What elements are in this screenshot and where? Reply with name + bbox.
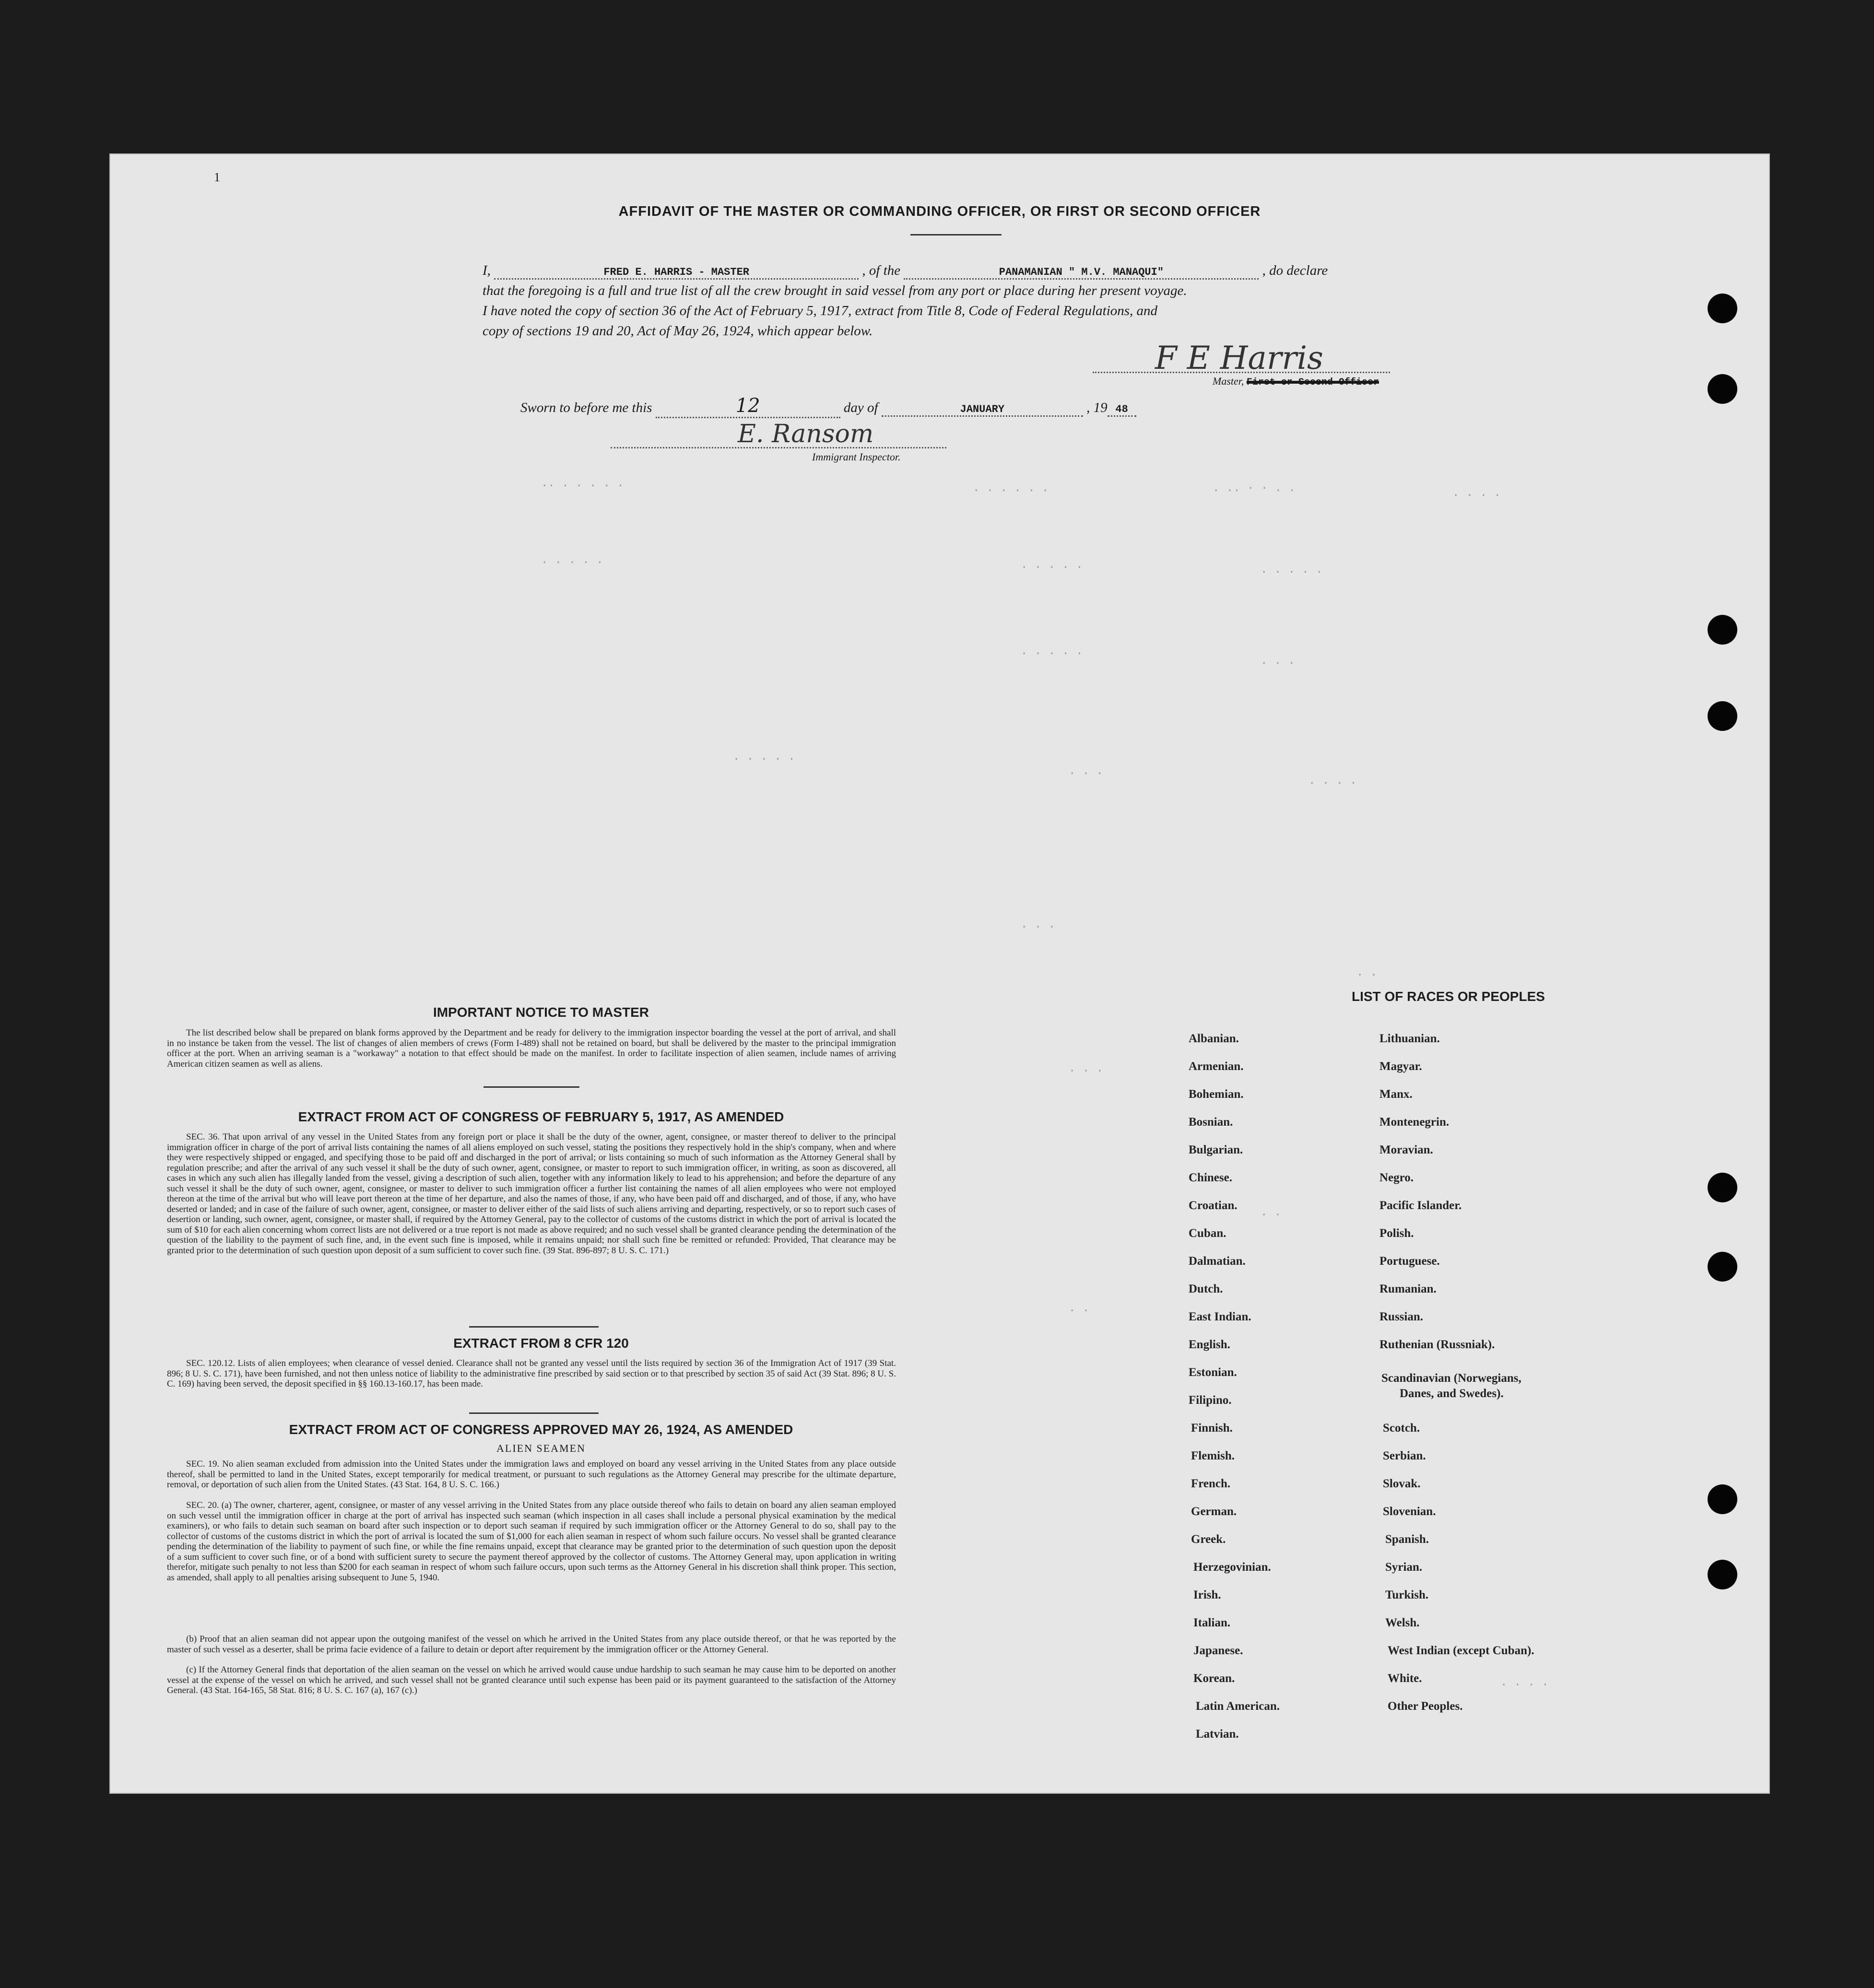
race-item: Moravian. — [1379, 1143, 1433, 1156]
race-item: Magyar. — [1379, 1060, 1422, 1073]
race-item: Slovak. — [1383, 1477, 1421, 1490]
punch-hole — [1708, 1252, 1737, 1282]
race-item: Italian. — [1193, 1616, 1231, 1629]
punch-hole — [1708, 1484, 1737, 1514]
extract-1917-title: EXTRACT FROM ACT OF CONGRESS OF FEBRUARY 5, 1917, AS AMENDED — [298, 1109, 784, 1124]
extract-1924-sec20c: (c) If the Attorney General finds that deportation of the alien seaman on the vessel on which he arrived would cause undue hardship to such seaman he may cause him to be deported on another vessel at the expense of the vessel on which he arrived, and such vessel shall not be granted clearance until such expense has been paid or its payment guaranteed to the satisfaction of the Attorney General. (43 Stat. 164-165, 58 Stat. 816; 8 U. S. C. 167 (a), 167 (c).) — [167, 1665, 896, 1695]
race-item: Negro. — [1379, 1171, 1414, 1184]
punch-hole — [1708, 374, 1737, 404]
race-item: Scandinavian (Norwegians, — [1381, 1372, 1521, 1385]
sworn-day-field: 12 — [656, 395, 840, 418]
race-item: Armenian. — [1189, 1060, 1244, 1073]
extract-1924-sec19: SEC. 19. No alien seaman excluded from admission into the United States under the immigration laws and employed on board any vessel arriving in the United States from any place outside thereof, shall be permitted to land in the United States, except temporarily for medical treatment, or pursuant to such regulations as the Attorney General may prescribe for the ultimate departure, removal, or deportation of such alien from the United States. (43 Stat. 164, 8 U. S. C. 166.) — [167, 1459, 896, 1490]
sworn-month-field: JANUARY — [882, 403, 1083, 417]
race-item: Filipino. — [1189, 1394, 1232, 1407]
affidavit-line3: I have noted the copy of section 36 of the Act of February 5, 1917, extract from Title 8, Code of Federal Regulations, and — [483, 303, 1158, 318]
inspector-label: Immigrant Inspector. — [812, 451, 901, 463]
punch-hole — [1708, 1560, 1737, 1589]
notice-text: The list described below shall be prepared on blank forms approved by the Department and be ready for delivery to the immigration inspector boarding the vessel at the port of arrival, and shall in no instance be taken from the vessel. The list of changes of alien members of crews (Form I-489) shall not be retained on board, but shall be delivered by the master to the principal immigration officer at the port. When an arriving seaman is a "workaway" a notation to that effect should be made on the manifest. In order to facilitate inspection of alien seamen, include names of arriving American citizen seamen as well as aliens. — [167, 1028, 896, 1069]
document-sheet: 1 ·· · · · · · · · · · · · . .. · · . . · · · · · · · · · · · · · · · · · · · · · · · · · · · · · · · · · · · · · · · · · · · · · · · · · · · · · · · AFFIDAVIT OF THE MASTER OR COMMANDING OFFICER, OR FIRST OR SECOND OFFICER I, FRED E. HARRIS - MASTER , of the PANAMANIAN " M.V. MANAQUI" , do declare that the foregoing is a full and true list of all the crew brought in said vessel from any port or place during her present voyage. I have noted the copy of section 36 of the Act of February 5, 1917, extract from Title 8, Code of Federal Regulations, and copy of sections 19 and 20, Act of May 26, 1924, which appear below. F E Harris Master, First or Second Officer Sworn to before me this 12 day of JANUARY , 19 48 E. Ransom Immigrant Inspector. IMPORTANT NOTICE TO MASTER The list described below shall be prepared on blank forms approved by the Department and be ready for delivery to the immigration inspector boarding the vessel at the port of arrival, and shall in no instance be taken from the vessel. The list of changes of alien members of crews (Form I-489) shall not be retained on board, but shall be delivered by the master to the principal immigration officer at the port. When an arriving seaman is a "workaway" a notation to that effect should be made on the manifest. In order to facilitate inspection of alien seamen, include names of arriving American citizen seamen as well as aliens. EXTRACT FROM ACT OF CONGRESS OF FEBRUARY 5, 1917, AS AMENDED SEC. 36. That upon arrival of any vessel in the United States from any foreign port or place it shall be the duty of the owner, agent, consignee, or master thereof to deliver to the principal immigration officer in charge of the port of arrival lists containing the names of all aliens employed on such vessel, stating the positions they respectively hold in the ship's company, when and where they were respectively shipped or engaged, and specifying those to be paid off and discharged in the port of arrival; or lists containing so much of such information as the Attorney General shall by regulation prescribe; and after the arrival of any such vessel it shall be the duty of such owner, agent, consignee, or master to report to such immigration officer, in writing, as soon as discovered, all cases in which any such alien has illegally landed from the vessel, giving a description of such alien, together with any information likely to lead to his apprehension; and before the departure of any such vessel it shall be the duty of such owner, agent, consignee, or master to deliver to such immigration officer a further list containing the names of all alien employees who were not employed thereon at the time of the arrival but who will leave port thereon at the time of her departure, and also the names of those, if any, who have been paid off and discharged, and of those, if any, who have deserted or landed; and in case of the failure of such owner, agent, consignee, or master to deliver either of the said lists of such aliens arriving and departing, respectively, or so to report such cases of desertion or landing, such owner, agent, consignee, or master shall, if required by the Attorney General, pay to the collector of customs of the customs district in which the port of arrival is located the sum of $10 for each alien concerning whom correct lists are not delivered or a true report is not made as above required; and no such vessel shall be granted clearance pending the determination of the question of the liability to the payment of such fine, and, in the event such fine is imposed, while it remains unpaid; nor shall such fine be remitted or refunded: Provided, That clearance may be granted prior to the determination of such question upon deposit of a sum sufficient to cover such fine. (39 Stat. 896-897; 8 U. S. C. 171.) EXTRACT FROM 8 CFR 120 SEC. 120.12. Lists of alien employees; when clearance of vessel denied. Clearance shall not be granted any vessel until the lists required by section 36 of the Immigration Act of 1917 (39 Stat. 896; 8 U. S. C. 171), have been furnished, and not then unless notice of liability to the administrative fine prescribed by said section or to that prescribed by section 35 of said Act (39 Stat. 896; 8 U. S. C. 169) having been served, the deposit specified in §§ 160.13-160.17, has been made. EXTRACT FROM ACT OF CONGRESS APPROVED MAY 26, 1924, AS AMENDED ALIEN SEAMEN SEC. 19. No alien seaman excluded from admission into the United States under the immigration laws and employed on board any vessel arriving in the United States from any place outside thereof, shall be permitted to land in the United States, except temporarily for medical treatment, or pursuant to such regulations as the Attorney General may prescribe for the ultimate departure, removal, or deportation of such alien from the United States. (43 Stat. 164, 8 U. S. C. 166.) SEC. 20. (a) The owner, charterer, agent, consignee, or master of any vessel arriving in the United States from any place outside thereof who fails to detain on board any alien seaman employed on such vessel until the immigration officer in charge at the port of arrival has inspected such seaman (which inspection in all cases shall include a personal physical examination by the medical examiners), or who fails to detain such seaman on board after such inspection or to deport such seaman if required by such immigration officer or the Attorney General to do so, shall pay to the collector of customs of the customs district in which the port of arrival is located the sum of $1,000 for each alien seaman in respect of whom such failure occurs. No vessel shall be granted clearance pending the determination of the liability to payment of such fine, or while the fine remains unpaid, except that clearance may be granted prior to the determination of such question upon the deposit of a sum sufficient to cover such fine, or of a bond with sufficient surety to secure the payment thereof approved by the collector of customs. The Attorney General may, upon application in writing therefor, mitigate such penalty to not less than $200 for each seaman in respect of whom such failure occurs, upon such terms as the Attorney General in his discretion shall think proper. This section, as amended, shall apply to all penalties arising subsequent to June 5, 1940. (b) Proof that an alien seaman did not appear upon the outgoing manifest of the vessel on which he arrived in the United States from any place outside thereof, or that he was reported by the master of such vessel as a deserter, shall be prima facie evidence of a failure to detain or deport after requirement by the immigration officer or the Attorney General. (c) If the Attorney General finds that deportation of the alien seaman on the vessel on which he arrived would cause undue hardship to such seaman he may cause him to be deported on another vessel at the expense of the vessel on which he arrived, and such vessel shall not be granted clearance until such expense has been paid or its payment guaranteed to the satisfaction of the Attorney General. (43 Stat. 164-165, 58 Stat. 816; 8 U. S. C. 167 (a), 167 (c).) LIST OF RACES OR PEOPLES Albanian. Armenian. Bohemian. Bosnian. Bulgarian. Chinese. Croatian. Cuban. Dalmatian. Dutch. East Indian. English. Estonian. Filipino. Finnish. Flemish. French. German. Greek. Herzegovinian. Irish. Italian. Japanese. Korean. Latin American. Latvian. Lithuanian. Magyar. Manx. Montenegrin. Moravian. Negro. Pacific Islander. Polish. Portuguese. Rumanian. Russian. Ruthenian (Russniak). Scandinavian (Norwegians, Danes, and Swedes). Scotch. Serbian. Slovak. Slovenian. Spanish. Syrian. Turkish. Welsh. West Indian (except Cuban). White. Other Peoples. — [109, 153, 1770, 1794]
race-item: Pacific Islander. — [1379, 1199, 1462, 1212]
race-item: Russian. — [1379, 1310, 1424, 1323]
race-item: Polish. — [1379, 1227, 1414, 1240]
sworn-line: Sworn to before me this 12 day of JANUARY , 19 48 — [520, 395, 1136, 418]
race-item: Ruthenian (Russniak). — [1379, 1338, 1495, 1351]
vessel-name-field: PANAMANIAN " M.V. MANAQUI" — [904, 266, 1259, 280]
affidavit-line4: copy of sections 19 and 20, Act of May 26, 1924, which appear below. — [483, 323, 873, 339]
race-item: Korean. — [1193, 1672, 1235, 1685]
master-signature: F E Harris — [1155, 340, 1323, 376]
extract-cfr-text: SEC. 120.12. Lists of alien employees; when clearance of vessel denied. Clearance shall not be granted any vessel until the lists required by section 36 of the Immigration Act of 1917 (39 Stat. 896; 8 U. S. C. 171), have been furnished, and not then unless notice of liability to the administrative fine prescribed by said section or to that prescribed by section 35 of said Act (39 Stat. 896; 8 U. S. C. 169) having been served, the deposit specified in §§ 160.13-160.17, has been made. — [167, 1358, 896, 1389]
sworn-year-field: 48 — [1108, 403, 1136, 417]
punch-hole — [1708, 1173, 1737, 1202]
extract-1917-text: SEC. 36. That upon arrival of any vessel in the United States from any foreign port or place it shall be the duty of the owner, agent, consignee, or master thereof to deliver to the principal immigration officer in charge of the port of arrival lists containing the names of all aliens employed on such vessel, stating the positions they respectively hold in the ship's company, when and where they were respectively shipped or engaged, and specifying those to be paid off and discharged in the port of arrival; or lists containing so much of such information as the Attorney General shall by regulation prescribe; and after the arrival of any such vessel it shall be the duty of such owner, agent, consignee, or master to report to such immigration officer, in writing, as soon as discovered, all cases in which any such alien has illegally landed from the vessel, giving a description of such alien, together with any information likely to lead to his apprehension; and before the departure of any such vessel it shall be the duty of such owner, agent, consignee, or master to deliver to such immigration officer a further list containing the names of all alien employees who were not employed thereon at the time of the arrival but who will leave port thereon at the time of her departure, and also the names of those, if any, who have been paid off and discharged, and of those, if any, who have deserted or landed; and in case of the failure of such owner, agent, consignee, or master to deliver either of the said lists of such aliens arriving and departing, respectively, or so to report such cases of desertion or landing, such owner, agent, consignee, or master shall, if required by the Attorney General, pay to the collector of customs of the customs district in which the port of arrival is located the sum of $10 for each alien concerning whom correct lists are not delivered or a true report is not made as above required; and no such vessel shall be granted clearance pending the determination of the question of the liability to the payment of such fine, and, in the event such fine is imposed, while it remains unpaid; nor shall such fine be remitted or refunded: Provided, That clearance may be granted prior to the determination of such question upon deposit of a sum sufficient to cover such fine. (39 Stat. 896-897; 8 U. S. C. 171.) — [167, 1132, 896, 1256]
page-mark: 1 — [214, 170, 220, 184]
affidavit-line1: I, FRED E. HARRIS - MASTER , of the PANAMANIAN " M.V. MANAQUI" , do declare — [483, 263, 1418, 280]
race-item: Chinese. — [1189, 1171, 1232, 1184]
race-item: Montenegrin. — [1379, 1116, 1450, 1129]
race-item: Slovenian. — [1383, 1505, 1436, 1518]
race-item: Serbian. — [1383, 1449, 1426, 1462]
extract-1924-subtitle: ALIEN SEAMEN — [496, 1442, 586, 1454]
race-item: Bosnian. — [1189, 1116, 1233, 1129]
race-item: Welsh. — [1385, 1616, 1420, 1629]
race-item: Manx. — [1379, 1088, 1413, 1101]
extract-1924-sec20a: SEC. 20. (a) The owner, charterer, agent, consignee, or master of any vessel arriving in the United States from any place outside thereof who fails to detain on board any alien seaman employed on such vessel until the immigration officer in charge at the port of arrival has inspected such seaman (which inspection in all cases shall include a personal physical examination by the medical examiners), or who fails to detain such seaman on board after such inspection or to deport such seaman if required by such immigration officer or the Attorney General to do so, shall pay to the collector of customs of the customs district in which the port of arrival is located the sum of $1,000 for each alien seaman in respect of whom such failure occurs. No vessel shall be granted clearance pending the determination of the liability to payment of such fine, or while the fine remains unpaid, except that clearance may be granted prior to the determination of such question upon the deposit of a sum sufficient to cover such fine, or of a bond with sufficient surety to secure the payment thereof approved by the collector of customs. The Attorney General may, upon application in writing therefor, mitigate such penalty to not less than $200 for each seaman in respect of whom such failure occurs, upon such terms as the Attorney General in his discretion shall think proper. This section, as amended, shall apply to all penalties arising subsequent to June 5, 1940. — [167, 1500, 896, 1583]
race-item: Portuguese. — [1379, 1255, 1440, 1268]
master-title: Master, First or Second Officer — [1213, 375, 1379, 388]
inspector-signature: E. Ransom — [738, 420, 874, 448]
race-item: Finnish. — [1191, 1422, 1233, 1435]
affidavit-title: AFFIDAVIT OF THE MASTER OR COMMANDING OFFICER, OR FIRST OR SECOND OFFICER — [618, 204, 1261, 219]
race-item: Rumanian. — [1379, 1282, 1437, 1295]
affidavit-line2: that the foregoing is a full and true list of all the crew brought in said vessel from any port or place during her present voyage. — [483, 283, 1187, 298]
race-item: Cuban. — [1189, 1227, 1226, 1240]
race-item: Croatian. — [1189, 1199, 1238, 1212]
notice-rule — [483, 1086, 579, 1088]
master-signature-line — [1093, 372, 1390, 373]
race-item: Japanese. — [1193, 1644, 1243, 1657]
race-item: French. — [1191, 1477, 1231, 1490]
punch-hole — [1708, 615, 1737, 645]
race-item: Dalmatian. — [1189, 1255, 1246, 1268]
race-item: White. — [1388, 1672, 1422, 1685]
inspector-signature-line — [611, 447, 946, 448]
extract-1924-title: EXTRACT FROM ACT OF CONGRESS APPROVED MAY 26, 1924, AS AMENDED — [289, 1422, 793, 1437]
punch-hole — [1708, 701, 1737, 731]
race-item: Latin American. — [1196, 1700, 1280, 1713]
extract-cfr-rule — [469, 1412, 599, 1414]
race-item: Herzegovinian. — [1193, 1561, 1271, 1574]
race-item: West Indian (except Cuban). — [1388, 1644, 1534, 1657]
extract-cfr-title: EXTRACT FROM 8 CFR 120 — [453, 1336, 629, 1351]
race-item: Danes, and Swedes). — [1400, 1387, 1504, 1400]
race-item: Lithuanian. — [1379, 1032, 1440, 1045]
title-underline — [910, 234, 1002, 235]
race-item: German. — [1191, 1505, 1237, 1518]
race-item: Greek. — [1191, 1533, 1226, 1546]
race-item: Estonian. — [1189, 1366, 1237, 1379]
race-item: Flemish. — [1191, 1449, 1235, 1462]
punch-hole — [1708, 294, 1737, 323]
race-item: Other Peoples. — [1388, 1700, 1463, 1713]
extract-1924-sec20b: (b) Proof that an alien seaman did not appear upon the outgoing manifest of the vessel on which he arrived in the United States from any place outside thereof, or that he was reported by the master of such vessel as a deserter, shall be prima facie evidence of a failure to detain or deport after requirement by the immigration officer or the Attorney General. — [167, 1634, 896, 1655]
races-title: LIST OF RACES OR PEOPLES — [1352, 989, 1545, 1004]
race-item: Latvian. — [1196, 1728, 1239, 1741]
race-item: East Indian. — [1189, 1310, 1251, 1323]
race-item: Spanish. — [1385, 1533, 1429, 1546]
race-item: Albanian. — [1189, 1032, 1239, 1045]
extract-1917-rule — [469, 1326, 599, 1328]
race-item: Scotch. — [1383, 1422, 1420, 1435]
race-item: Turkish. — [1385, 1588, 1429, 1601]
race-item: Bohemian. — [1189, 1088, 1244, 1101]
race-item: Bulgarian. — [1189, 1143, 1243, 1156]
master-name-field: FRED E. HARRIS - MASTER — [494, 266, 859, 280]
race-item: Irish. — [1193, 1588, 1221, 1601]
race-item: Dutch. — [1189, 1282, 1223, 1295]
race-item: English. — [1189, 1338, 1230, 1351]
race-item: Syrian. — [1385, 1561, 1423, 1574]
notice-title: IMPORTANT NOTICE TO MASTER — [433, 1005, 649, 1020]
